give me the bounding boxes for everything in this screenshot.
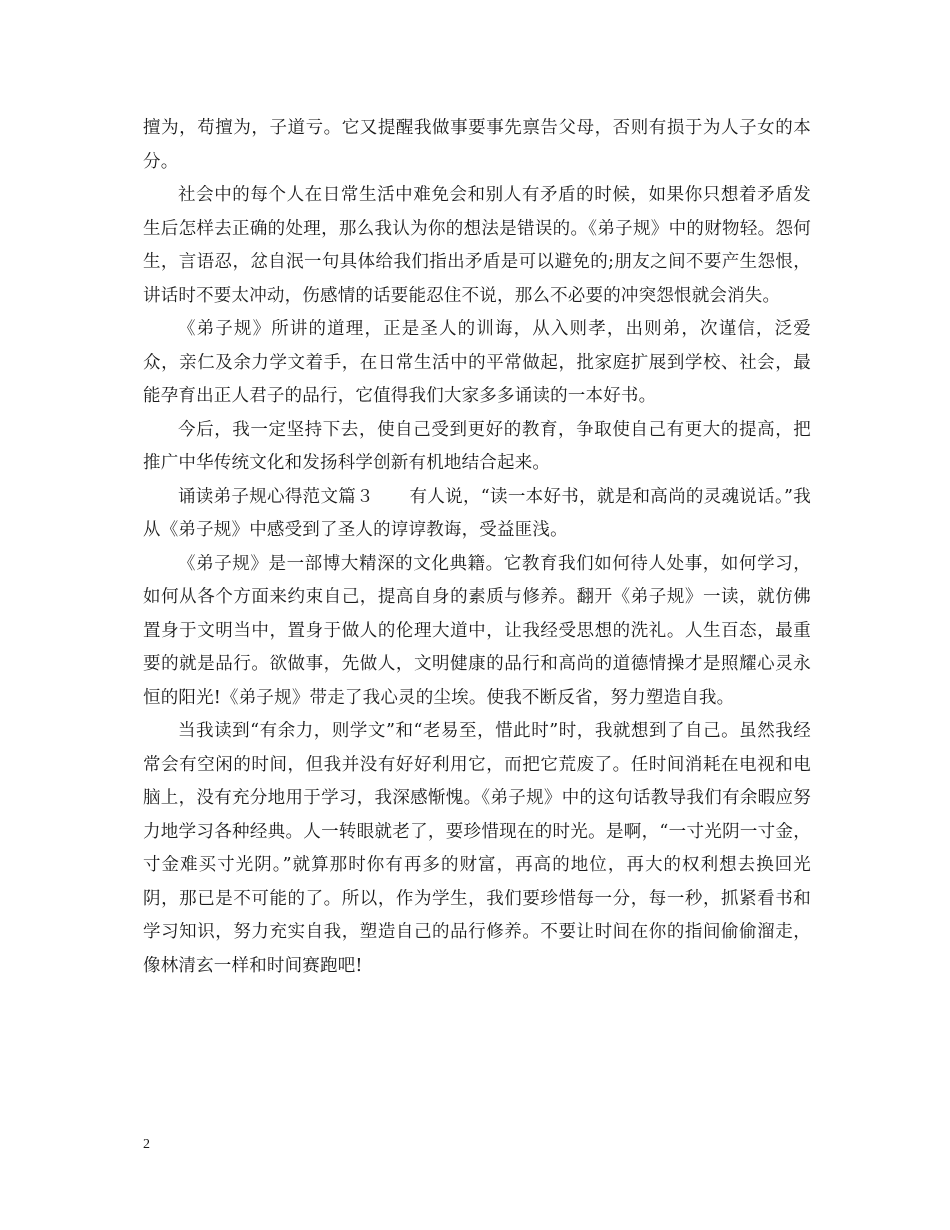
document-body: [143, 112, 811, 983]
paragraph-6: 《弟子规》是一部博大精深的文化典籍。它教育我们如何待人处事，如何学习，如何从各个方面来约束自己，提高自身的素质与修养。翻开《弟子规》一读，就仿佛置身于文明当中，置身于做人的伦理大道中，让我经受思想的洗礼。人生百态，最重要的就是品行。欲做事，先做人，文明健康的品行和高尚的道德情操才是照耀心灵永恒的阳光!《弟子规》带走了我心灵的尘埃。使我不断反省，努力塑造自我。: [143, 553, 811, 708]
paragraph-7: 当我读到“有余力，则学文”和“老易至，惜此时”时，我就想到了自己。虽然我经常会有空闲的时间，但我并没有好好利用它，而把它荒废了。任时间消耗在电视和电脑上，没有充分地用于学习，我深感惭愧。《弟子规》中的这句话教导我们有余暇应努力地学习各种经典。人一转眼就老了，要珍惜现在的时光。是啊，“一寸光阴一寸金，寸金难买寸光阴。”就算那时你有再多的财富，再高的地位，再大的权利想去换回光阴，那已是不可能的了。所以，作为学生，我们要珍惜每一分，每一秒，抓紧看书和学习知识，努力充实自我，塑造自己的品行修养。不要让时间在你的指间偷偷溜走，像林清玄一样和时间赛跑吧!: [143, 721, 811, 976]
paragraph-4: 今后，我一定坚持下去，使自己受到更好的教育，争取使自己有更大的提高，把推广中华传统文化和发扬科学创新有机地结合起来。: [143, 419, 811, 473]
paragraph-1: 擅为，苟擅为，子道亏。它又提醒我做事要事先禀告父母，否则有损于为人子女的本分。: [143, 118, 811, 172]
paragraph-2: 社会中的每个人在日常生活中难免会和别人有矛盾的时候，如果你只想着矛盾发生后怎样去正确的处理，那么我认为你的想法是错误的。《弟子规》中的财物轻。怨何生，言语忍，忿自泯一句具体给我们指出矛盾是可以避免的;朋友之间不要产生怨恨，讲话时不要太冲动，伤感情的话要能忍住不说，那么不必要的冲突怨恨就会消失。: [143, 185, 811, 306]
paragraph-3: 《弟子规》所讲的道理，正是圣人的训诲，从入则孝，出则弟，次谨信，泛爱众，亲仁及余力学文着手，在日常生活中的平常做起，批家庭扩展到学校、社会，最能孕育出正人君子的品行，它值得我们大家多多诵读的一本好书。: [143, 319, 811, 406]
paragraph-5: 诵读弟子规心得范文篇３ 有人说，“读一本好书，就是和高尚的灵魂说话。”我从《弟子规》中感受到了圣人的谆谆教诲，受益匪浅。: [143, 486, 811, 540]
page-number: 2: [143, 1137, 150, 1152]
